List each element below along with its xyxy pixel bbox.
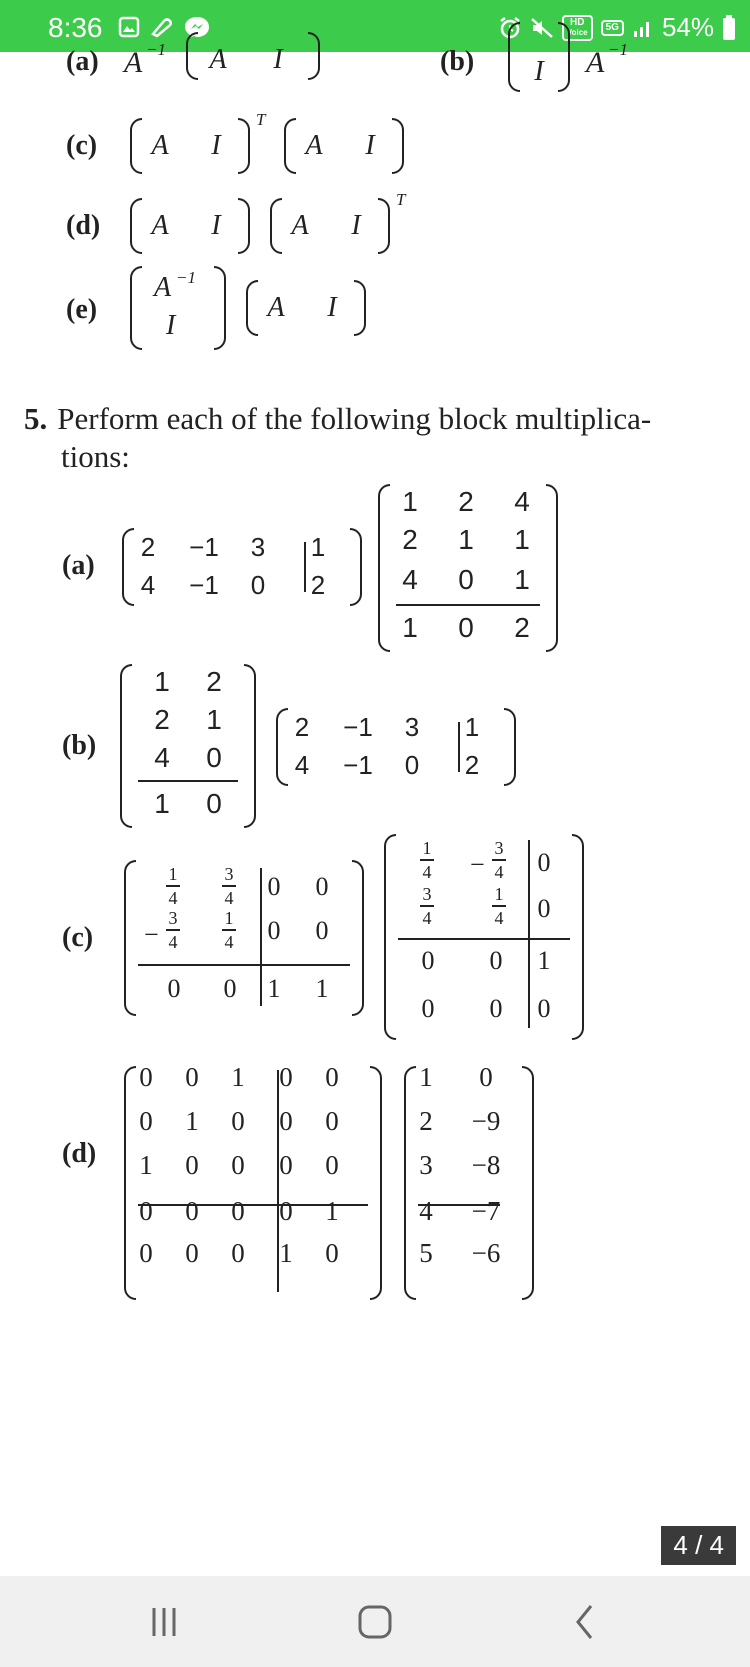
partition-line [396,604,540,606]
matrix-col [508,22,570,92]
entry: 0 [267,872,281,901]
home-button[interactable] [350,1600,400,1644]
denominator: 4 [494,862,504,882]
item-label: (d) [66,210,101,241]
matrix-left [124,1062,382,1300]
fraction-bar [420,859,434,861]
bracket-right [308,32,320,80]
superscript: −1 [176,268,196,287]
entry: I [211,130,221,161]
entry: 0 [537,894,551,923]
bracket-left [124,860,136,1016]
entry: 0 [206,742,222,773]
entry: A [154,272,172,303]
numerator: 3 [168,908,178,928]
entry: 0 [139,1196,153,1226]
numerator: 1 [168,864,178,884]
problem-5-text [24,400,724,476]
matrix-a-i [284,118,404,174]
item-label: (e) [66,294,98,325]
entry: 2 [514,612,530,643]
entry: −1 [343,712,373,742]
entry: 0 [325,1106,339,1136]
entry: 5 [419,1238,433,1268]
entry: 1 [154,788,170,819]
entry: 4 [140,570,156,600]
entry: 0 [231,1238,245,1268]
battery-percent: 54% [661,12,714,42]
entry: 0 [231,1106,245,1136]
item-label: (a) [62,550,95,581]
entry: 1 [537,946,551,975]
entry: 0 [315,872,329,901]
partition-line [138,780,238,782]
entry: 0 [139,1238,153,1268]
entry: 1 [154,666,170,697]
entry: −1 [189,532,219,562]
home-icon [350,1600,400,1644]
brush-icon [150,16,174,38]
entry: 1 [458,524,474,555]
superscript: −1 [608,40,628,59]
document-viewer[interactable] [0,40,750,1572]
problem-number: 5. [24,401,48,436]
matrix-a-i [130,198,250,254]
numerator: 1 [224,908,234,928]
entry: −6 [471,1238,501,1268]
bracket-right [350,528,362,606]
transpose-mark: T [256,110,266,129]
superscript: −1 [146,40,166,59]
entry: 3 [250,532,266,562]
entry: 0 [267,916,281,945]
bracket-right [354,280,366,336]
fraction-bar [222,929,236,931]
bracket-right [504,708,516,786]
item-label: (c) [62,922,94,953]
fraction-bar [492,905,506,907]
status-bar [0,0,750,52]
bracket-right [214,266,226,350]
matrix-a-i [130,118,250,174]
bracket-right [392,118,404,174]
var-a: A [586,46,605,79]
entry: A [151,210,169,241]
entry: 4 [294,750,310,780]
problem-text-line1: Perform each of the following block multiplica- [57,401,652,436]
entry: 1 [464,712,480,742]
entry: A [267,292,285,323]
entry: I [211,210,221,241]
entry: −1 [343,750,373,780]
matrix-col [130,266,226,350]
recent-apps-button[interactable] [140,1600,190,1644]
entry: I [351,210,361,241]
network-badge: 5G [601,20,624,36]
partition-line [398,938,570,940]
entry: −8 [471,1150,501,1180]
entry: 1 [325,1196,339,1226]
entry: 2 [310,570,326,600]
numerator: 1 [494,884,504,904]
bracket-right [378,198,390,254]
fraction-bar [492,859,506,861]
denominator: 4 [168,888,178,908]
item-label: (b) [440,46,475,77]
entry: A [305,130,323,161]
entry: 0 [325,1150,339,1180]
fraction-bar [222,885,236,887]
numerator: 3 [494,838,504,858]
bracket-right [244,664,256,828]
matrix-left [120,664,256,828]
matrix-a-i [270,198,390,254]
entry: 2 [140,532,156,562]
entry: I [534,56,544,87]
entry: 0 [167,974,181,1003]
partition-line [138,964,350,966]
entry: I [365,130,375,161]
problem-text-line2: tions: [61,439,130,474]
entry: I [273,44,283,75]
item-label: (b) [62,730,97,761]
bracket-right [370,1066,382,1300]
denominator: 4 [168,932,178,952]
entry: −1 [189,570,219,600]
entry: 0 [537,994,551,1023]
fraction [420,884,434,928]
entry: 0 [458,564,474,595]
entry: 2 [294,712,310,742]
bracket-right [546,484,558,652]
bracket-right [352,860,364,1016]
back-button[interactable] [560,1600,610,1644]
entry: 1 [419,1062,433,1092]
entry: 0 [421,994,435,1023]
entry: 0 [458,612,474,643]
fraction [166,908,180,952]
matrix-a-i [246,280,366,336]
entry: 0 [185,1062,199,1092]
entry: 4 [514,486,530,517]
entry: 1 [514,564,530,595]
entry: 0 [139,1106,153,1136]
page-indicator: 4 / 4 [661,1526,736,1565]
entry: 0 [206,788,222,819]
entry: 3 [419,1150,433,1180]
entry: 0 [325,1062,339,1092]
entry: 0 [250,570,266,600]
minus-sign: − [144,920,159,949]
entry: 1 [514,524,530,555]
entry: 0 [279,1196,293,1226]
denominator: 4 [224,888,234,908]
fraction [166,864,180,908]
entry: 0 [489,994,503,1023]
bracket-left [120,664,132,828]
denominator: 4 [224,932,234,952]
fraction [222,908,236,952]
bracket-right [572,834,584,1040]
entry: 0 [325,1238,339,1268]
entry: 2 [458,486,474,517]
bracket-left [384,834,396,1040]
item-label: (c) [66,130,98,161]
entry: 1 [267,974,281,1003]
entry: 0 [185,1150,199,1180]
fraction-bar [166,929,180,931]
entry: 1 [231,1062,245,1092]
matrix-right [404,1062,534,1300]
fraction [492,884,506,928]
fraction-bar [166,885,180,887]
bracket-right [238,198,250,254]
matrix-right [384,834,584,1040]
entry: 0 [185,1238,199,1268]
entry: A [291,210,309,241]
entry: 1 [310,532,326,562]
matrix-a-i [186,32,320,80]
entry: I [166,310,176,341]
battery-icon [722,15,736,41]
partition-line [458,722,460,772]
fraction [420,838,434,882]
entry: 1 [139,1150,153,1180]
entry: 0 [479,1062,493,1092]
entry: 0 [489,946,503,975]
voice-label: Voice [566,27,588,37]
entry: −7 [471,1196,501,1226]
minus-sign: − [470,850,485,879]
entry: −9 [471,1106,501,1136]
entry: 4 [402,564,418,595]
entry: 0 [223,974,237,1003]
var-a: A [124,46,143,79]
entry: 3 [404,712,420,742]
denominator: 4 [422,908,432,928]
fraction [492,838,506,882]
entry: 0 [404,750,420,780]
entry: 2 [402,524,418,555]
transpose-mark: T [396,190,406,209]
bracket-right [238,118,250,174]
entry: 0 [139,1062,153,1092]
fraction-bar [420,905,434,907]
entry: 4 [154,742,170,773]
bracket-right [522,1066,534,1300]
entry: 0 [315,916,329,945]
entry: A [151,130,169,161]
partition-line [304,542,306,592]
bracket-left [130,266,142,350]
entry: 0 [421,946,435,975]
entry: 0 [279,1062,293,1092]
matrix-left [124,860,364,1016]
entry: A [209,44,227,75]
entry: 2 [464,750,480,780]
numerator: 1 [422,838,432,858]
entry: 1 [206,704,222,735]
signal-icon [632,17,654,39]
item-label: (d) [62,1138,97,1169]
item-label: (a) [66,46,99,77]
entry: 0 [231,1196,245,1226]
navigation-bar [0,1576,750,1667]
recent-apps-icon [140,1600,190,1644]
matrix-left [122,528,362,606]
entry: 1 [402,612,418,643]
hd-label: HD [570,16,585,28]
clock: 8:36 [48,12,103,43]
entry: 1 [185,1106,199,1136]
entry: 0 [279,1106,293,1136]
matrix-right [276,708,516,786]
denominator: 4 [494,908,504,928]
gallery-icon [118,16,140,38]
entry: 0 [537,848,551,877]
entry: I [327,292,337,323]
entry: 4 [419,1196,433,1226]
numerator: 3 [224,864,234,884]
entry: 2 [154,704,170,735]
entry: 1 [315,974,329,1003]
entry: 0 [279,1150,293,1180]
fraction [222,864,236,908]
entry: 0 [231,1150,245,1180]
matrix-right [378,484,558,652]
denominator: 4 [422,862,432,882]
entry: 2 [419,1106,433,1136]
back-icon [560,1600,610,1644]
entry: 1 [402,486,418,517]
entry: 0 [185,1196,199,1226]
entry: 1 [279,1238,293,1268]
numerator: 3 [422,884,432,904]
entry: 2 [206,666,222,697]
